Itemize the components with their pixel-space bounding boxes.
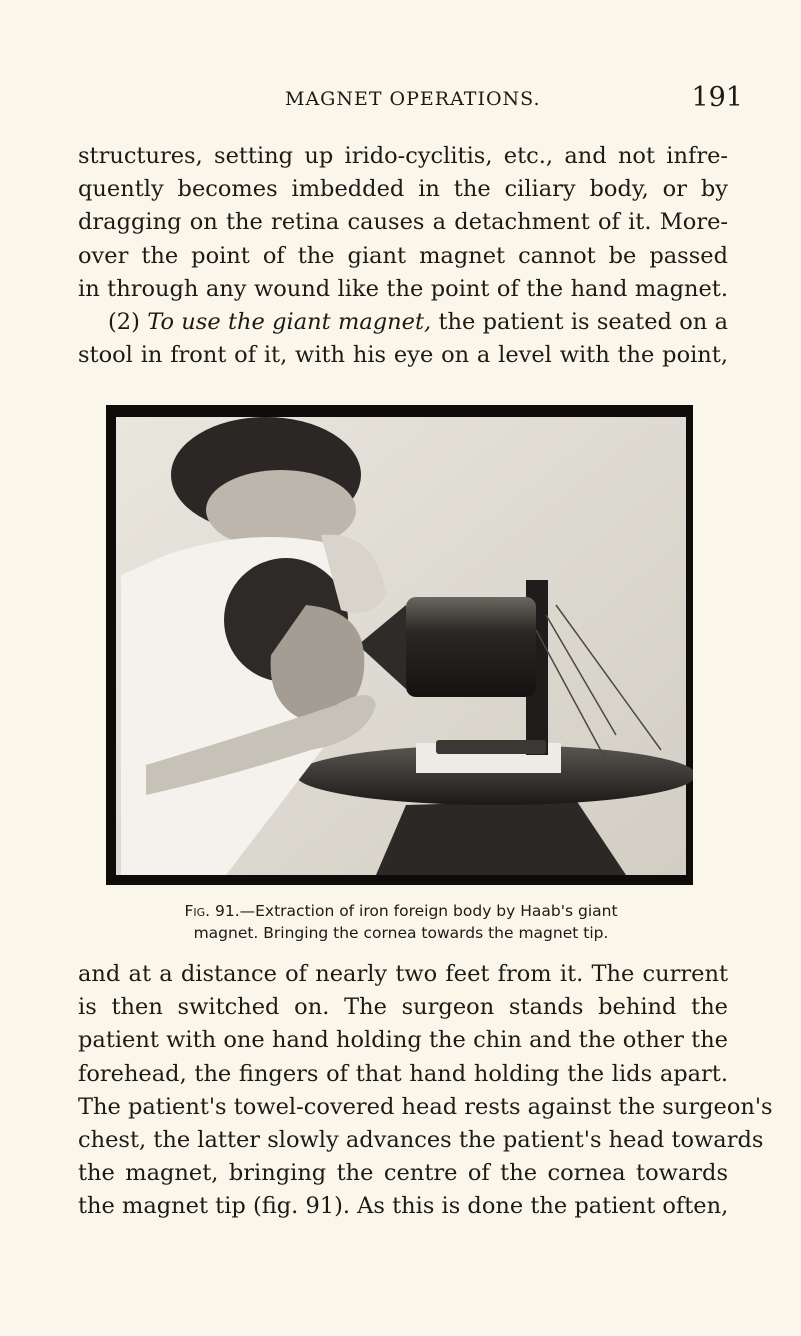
- italic-heading: To use the giant magnet,: [147, 309, 432, 335]
- text-line: the magnet, bringing the centre of the cornea towards: [78, 1160, 728, 1187]
- text-line: [78, 306, 728, 339]
- caption-text: —Extraction of iron foreign body by Haab's giant: [239, 902, 618, 920]
- magnet-cylinder: [406, 597, 536, 697]
- text-line: patient with one hand holding the chin and the other the: [78, 1027, 728, 1054]
- figure-caption: [80, 900, 722, 944]
- paragraph-1: [78, 140, 728, 306]
- text-line: is then switched on. The surgeon stands behind the: [78, 994, 728, 1021]
- text-line: over the point of the giant magnet cannot be passed: [78, 242, 728, 269]
- text-line: stool in front of it, with his eye on a level with the point,: [78, 342, 728, 369]
- text-line: the magnet tip (fig. 91). As this is done the patient often,: [78, 1193, 729, 1220]
- text-line: in through any wound like the point of the hand magnet.: [78, 275, 728, 302]
- page-number: 191: [691, 82, 743, 113]
- text-line: dragging on the retina causes a detachment of it. More-: [78, 209, 728, 236]
- page-header: [0, 82, 801, 118]
- text-line: chest, the latter slowly advances the patient's head towards: [78, 1127, 764, 1154]
- text-line: and at a distance of nearly two feet from it. The current: [78, 961, 728, 987]
- caption-line-2: magnet. Bringing the cornea towards the magnet tip.: [193, 924, 609, 942]
- text-line: quently becomes imbedded in the ciliary body, or by: [78, 176, 728, 203]
- text-line: The patient's towel-covered head rests against the surgeon's: [78, 1093, 773, 1120]
- figure-label: Fig. 91.: [184, 902, 240, 920]
- caption-line-1: [80, 900, 722, 922]
- text-fragment: the patient is seated on a: [438, 309, 728, 335]
- magnet-foot: [436, 740, 546, 754]
- running-head: MAGNET OPERATIONS.: [285, 88, 541, 110]
- text-line: forehead, the fingers of that hand holding the lids apart.: [78, 1060, 728, 1087]
- figure-photograph: [106, 405, 693, 885]
- paragraph-2: [78, 306, 728, 372]
- list-number: (2): [108, 309, 140, 335]
- text-line: structures, setting up irido-cyclitis, etc., and not infre-: [78, 143, 728, 169]
- paragraph-3: [78, 958, 773, 1224]
- photo-illustration: [106, 405, 693, 885]
